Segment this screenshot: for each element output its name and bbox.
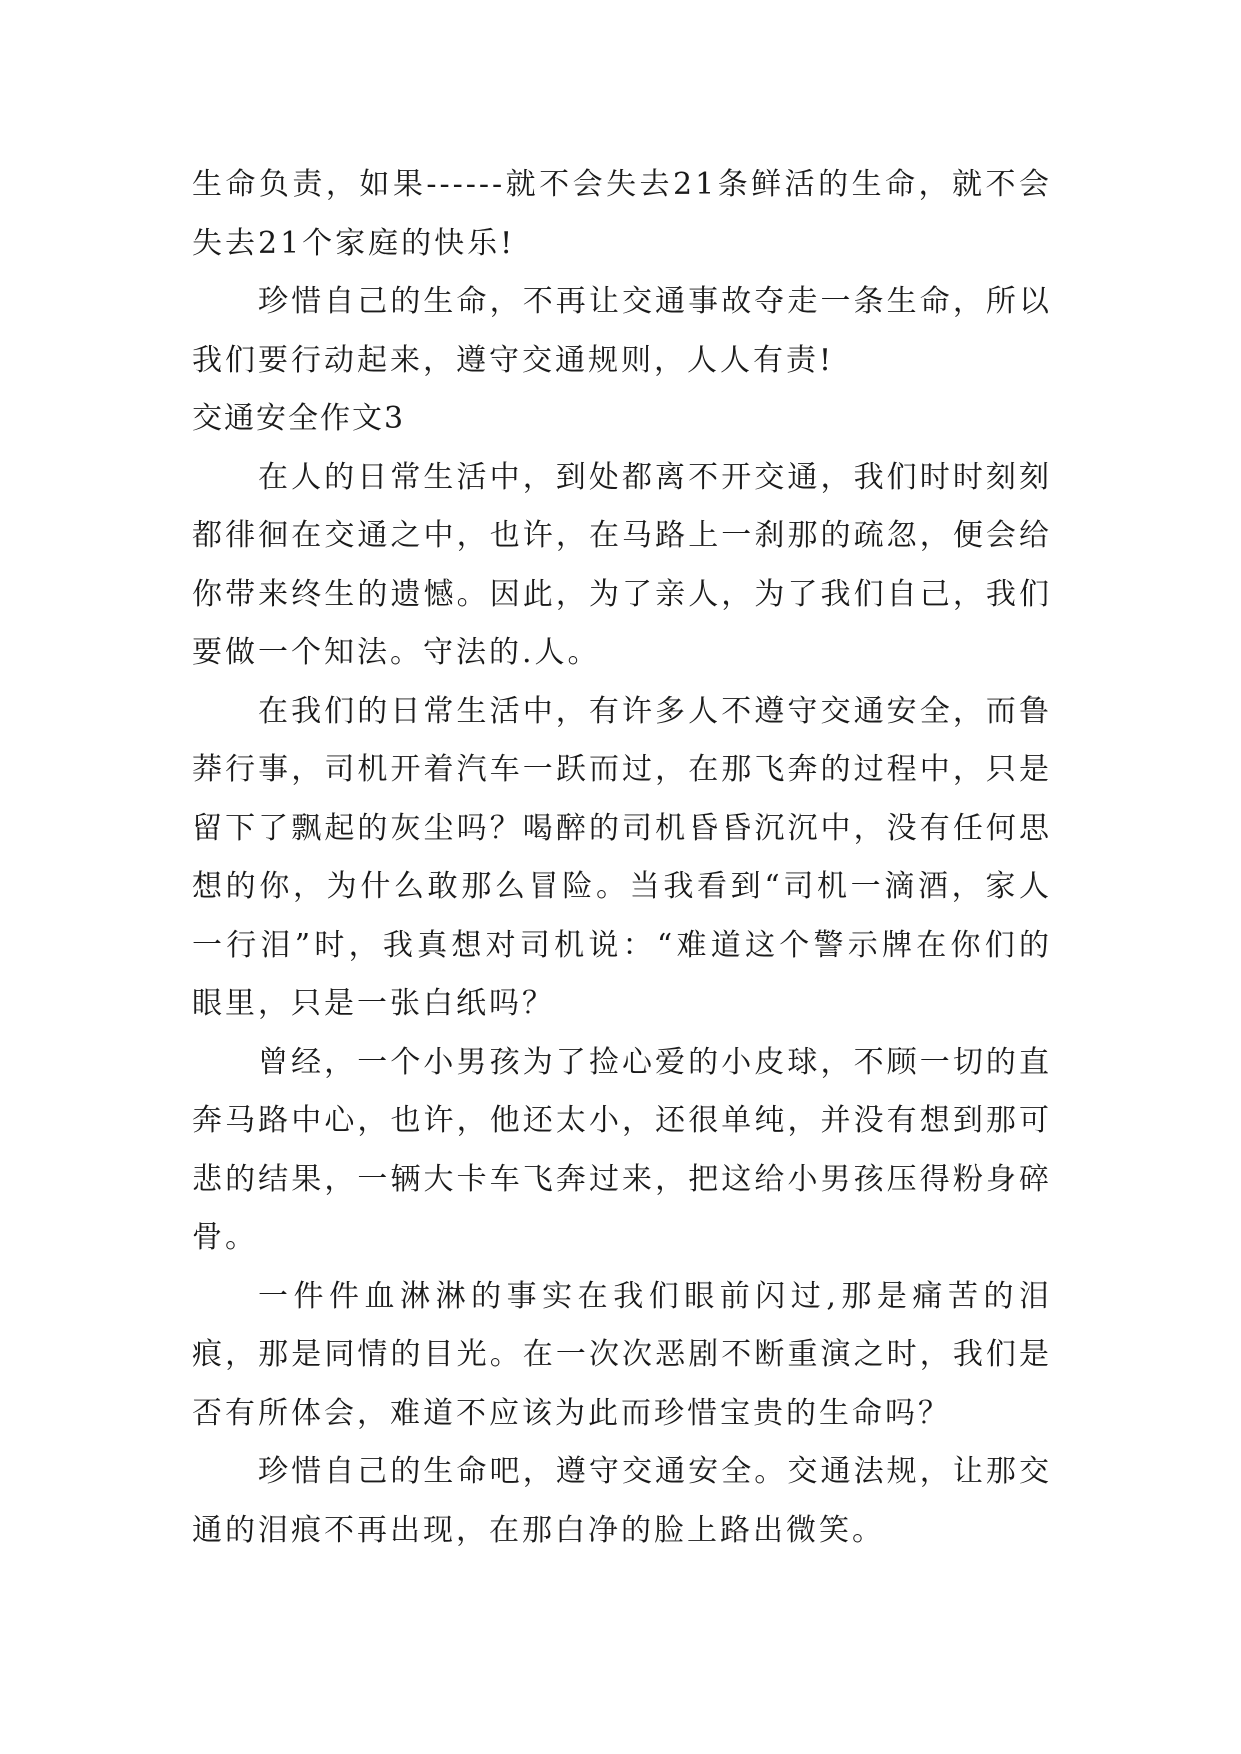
essay-heading: 交通安全作文3 <box>192 401 406 436</box>
paragraph-drunk-driver: 在我们的日常生活中，有许多人不遵守交通安全，而鲁莽行事，司机开着汽车一跃而过，在那飞奔的过程中，只是留下了飘起的灰尘吗？喝醉的司机昏昏沉沉中，没有任何思想的你，为什么敢那么冒险。当我看到“司机一滴酒，家人一行泪”时，我真想对司机说：“难道这个警示牌在你们的眼里，只是一张白纸吗？ <box>192 693 1052 1021</box>
paragraph-continuation: 生命负责，如果------就不会失去21条鲜活的生命，就不会失去21个家庭的快乐! <box>192 167 1052 261</box>
paragraph-daily-traffic: 在人的日常生活中，到处都离不开交通，我们时时刻刻都徘徊在交通之中，也许，在马路上一刹那的疏忽，便会给你带来终生的遗憾。因此，为了亲人，为了我们自己，我们要做一个知法。守法的.人。 <box>192 459 1052 670</box>
paragraph-conclusion: 珍惜自己的生命吧，遵守交通安全。交通法规，让那交通的泪痕不再出现，在那白净的脸上路出微笑。 <box>192 1454 1052 1548</box>
paragraph-bloody-facts: 一件件血淋淋的事实在我们眼前闪过,那是痛苦的泪痕，那是同情的目光。在一次次恶剧不断重演之时，我们是否有所体会，难道不应该为此而珍惜宝贵的生命吗？ <box>192 1278 1052 1431</box>
document-page <box>192 156 1052 1560</box>
paragraph-cherish-life: 珍惜自己的生命，不再让交通事故夺走一条生命，所以我们要行动起来，遵守交通规则，人人有责! <box>192 284 1052 378</box>
paragraph-little-boy: 曾经，一个小男孩为了捡心爱的小皮球，不顾一切的直奔马路中心，也许，他还太小，还很单纯，并没有想到那可悲的结果，一辆大卡车飞奔过来，把这给小男孩压得粉身碎骨。 <box>192 1044 1052 1255</box>
